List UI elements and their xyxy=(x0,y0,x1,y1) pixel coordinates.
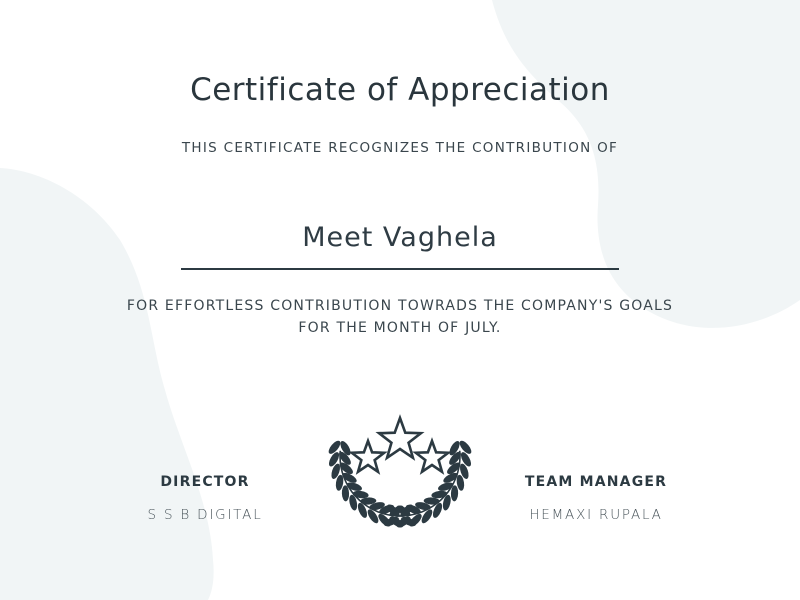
recipient-name: Meet Vaghela xyxy=(302,222,498,253)
certificate-title: Certificate of Appreciation xyxy=(190,72,610,108)
reason-line-1: FOR EFFORTLESS CONTRIBUTION TOWRADS THE COMPANY'S GOALS xyxy=(126,298,674,314)
team-manager-role: TEAM MANAGER xyxy=(524,474,668,490)
reason-line-2: FOR THE MONTH OF JULY. xyxy=(298,320,502,336)
recipient-underline xyxy=(181,268,619,270)
certificate-subtitle: THIS CERTIFICATE RECOGNIZES THE CONTRIBUTION OF xyxy=(181,140,619,156)
director-name: S S B DIGITAL xyxy=(147,507,263,523)
director-signature xyxy=(105,474,305,523)
team-manager-signature xyxy=(496,474,696,523)
side-star-icon xyxy=(416,441,448,472)
laurel-wreath-three-stars-icon xyxy=(320,398,480,530)
director-role: DIRECTOR xyxy=(160,474,250,490)
team-manager-name: HEMAXI RUPALA xyxy=(529,507,663,523)
side-star-icon xyxy=(352,441,384,472)
top-right-blob xyxy=(492,0,800,328)
recognition-reason xyxy=(0,295,800,339)
